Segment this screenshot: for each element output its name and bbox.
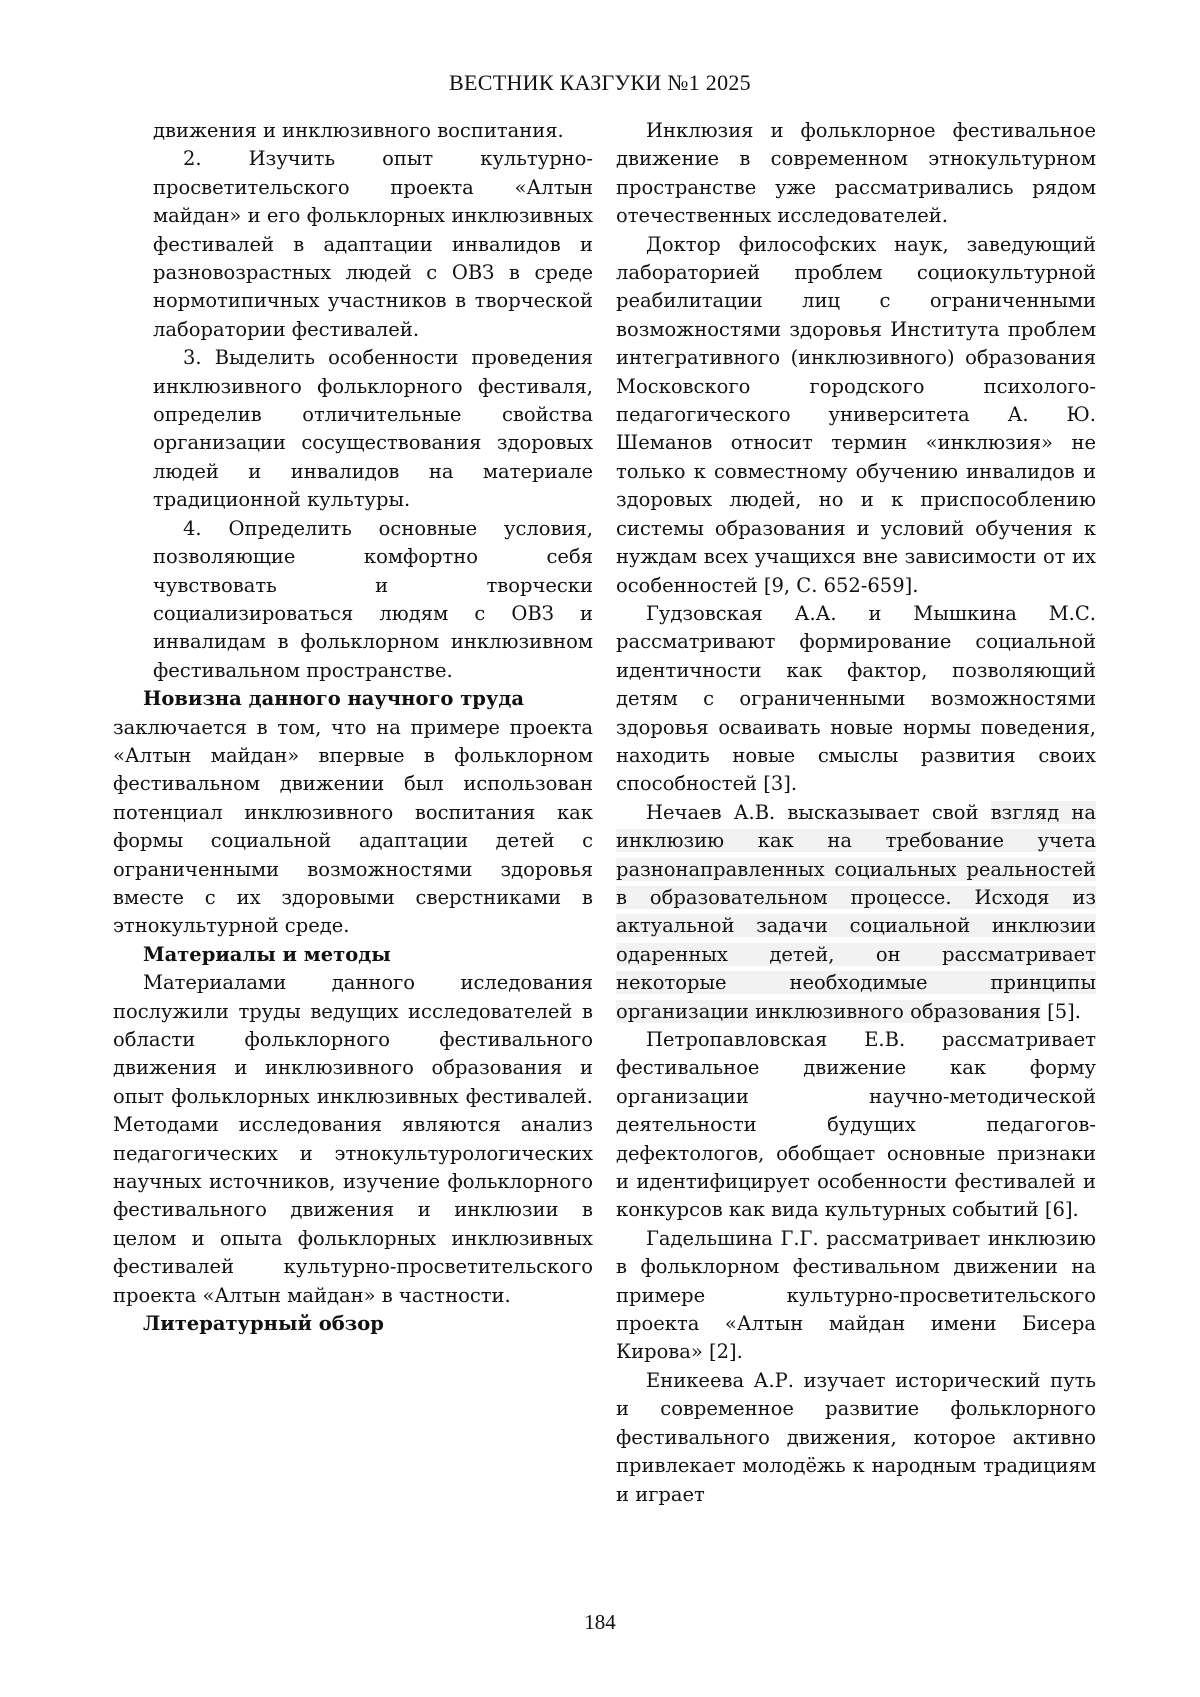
paragraph-enikeeva: Еникеева А.Р. изучает исторический путь и современное развитие фольклорного фестивального движения, которое активно привлекает молодёжь к народным традициям и играет (616, 1368, 1096, 1506)
right-column (616, 117, 1096, 1509)
page-number: 184 (584, 1610, 616, 1634)
methods-heading: Материалы и методы (143, 942, 391, 966)
paragraph-gudzovskaya: Гудзовская А.А. и Мышкина М.С. рассматривают формирование социальной идентичности как фактор, позволяющий детям с ограниченными возможностями здоровья осваивать новые нормы поведения, находить новые смыслы развития своих способностей [3]. (616, 601, 1096, 796)
methods-paragraph: Материалами данного иследования послужили труды ведущих исследователей в области фольклорного фестивального движения и инклюзивного образования и опыт фольклорных инклюзивных фестивалей. Методами исследования являются анализ педагогических и этнокультурологических научных источников, изучение фольклорного фестивального движения и инклюзии в целом и опыта фольклорных инклюзивных фестивалей культурно-просветительского проекта «Алтын майдан» в частности. (113, 971, 593, 1307)
list-item-3: 3. Выделить особенности проведения инклюзивного фольклорного фестиваля, определив отличительные свойства организации сосуществования здоровых людей и инвалидов на материале традиционной культуры. (153, 346, 593, 512)
novelty-paragraph: заключается в том, что на примере проекта «Алтын майдан» впервые в фольклорном фестивальном движении был использован потенциал инклюзивного воспитания как формы социальной адаптации детей с ограниченными возможностями здоровья вместе с их здоровыми сверстниками в этнокультурной среде. (113, 715, 593, 938)
list-continuation: движения и инклюзивного воспитания. (153, 119, 564, 142)
nechaev-text-highlighted: взгляд на инклюзию как на требование учета разнонаправленных социальных реальностей в образовательном процессе. Исходя из актуальной задачи социальной инклюзии одаренных детей, он рассматривает некоторые необходимые принципы организации инклюзивного образования (616, 800, 1096, 1023)
literature-review-heading: Литературный обзор (143, 1312, 384, 1336)
nechaev-text-end: [5]. (1040, 999, 1081, 1023)
paragraph-gadelshina: Гадельшина Г.Г. рассматривает инклюзию в фольклорном фестивальном движении на примере культурно-просветительского проекта «Алтын майдан имени Бисера Кирова» [2]. (616, 1226, 1096, 1364)
novelty-heading: Новизна данного научного труда (143, 687, 525, 711)
paragraph-petropavlovskaya: Петропавловская Е.В. рассматривает фестивальное движение как форму организации научно-методической деятельности будущих педагогов-дефектологов, обобщает основные признаки и идентифицирует особенности фестивалей и конкурсов как вида культурных событий [6]. (616, 1028, 1096, 1222)
left-column (113, 117, 593, 1338)
journal-header: ВЕСТНИК КАЗГУКИ №1 2025 (449, 70, 751, 95)
nechaev-text-start: Нечаев А.В. высказывает свой (646, 800, 991, 824)
paragraph-inclusion-intro: Инклюзия и фольклорное фестивальное движение в современном этнокультурном пространстве уже рассматривались рядом отечественных исследователей. (616, 119, 1096, 228)
paragraph-shemanov: Доктор философских наук, заведующий лабораторией проблем социокультурной реабилитации лиц с ограниченными возможностями здоровья Института проблем интегративного (инклюзивного) образования Московского городского психолого-педагогического университета А. Ю. Шеманов относит термин «инклюзия» не только к совместному обучению инвалидов и здоровых людей, но и к приспособлению системы образования и условий обучения к нуждам всех учащихся вне зависимости от их особенностей [9, С. 652-659]. (616, 232, 1096, 597)
paragraph-nechaev (616, 799, 1096, 1026)
list-item-2: 2. Изучить опыт культурно-просветительского проекта «Алтын майдан» и его фольклорных инклюзивных фестивалей в адаптации инвалидов и разновозрастных людей с ОВЗ в среде нормотипичных участников в творческой лаборатории фестивалей. (153, 147, 593, 341)
list-item-4: 4. Определить основные условия, позволяющие комфортно себя чувствовать и творчески социализироваться людям с ОВЗ и инвалидам в фольклорном инклюзивном фестивальном пространстве. (153, 516, 593, 682)
